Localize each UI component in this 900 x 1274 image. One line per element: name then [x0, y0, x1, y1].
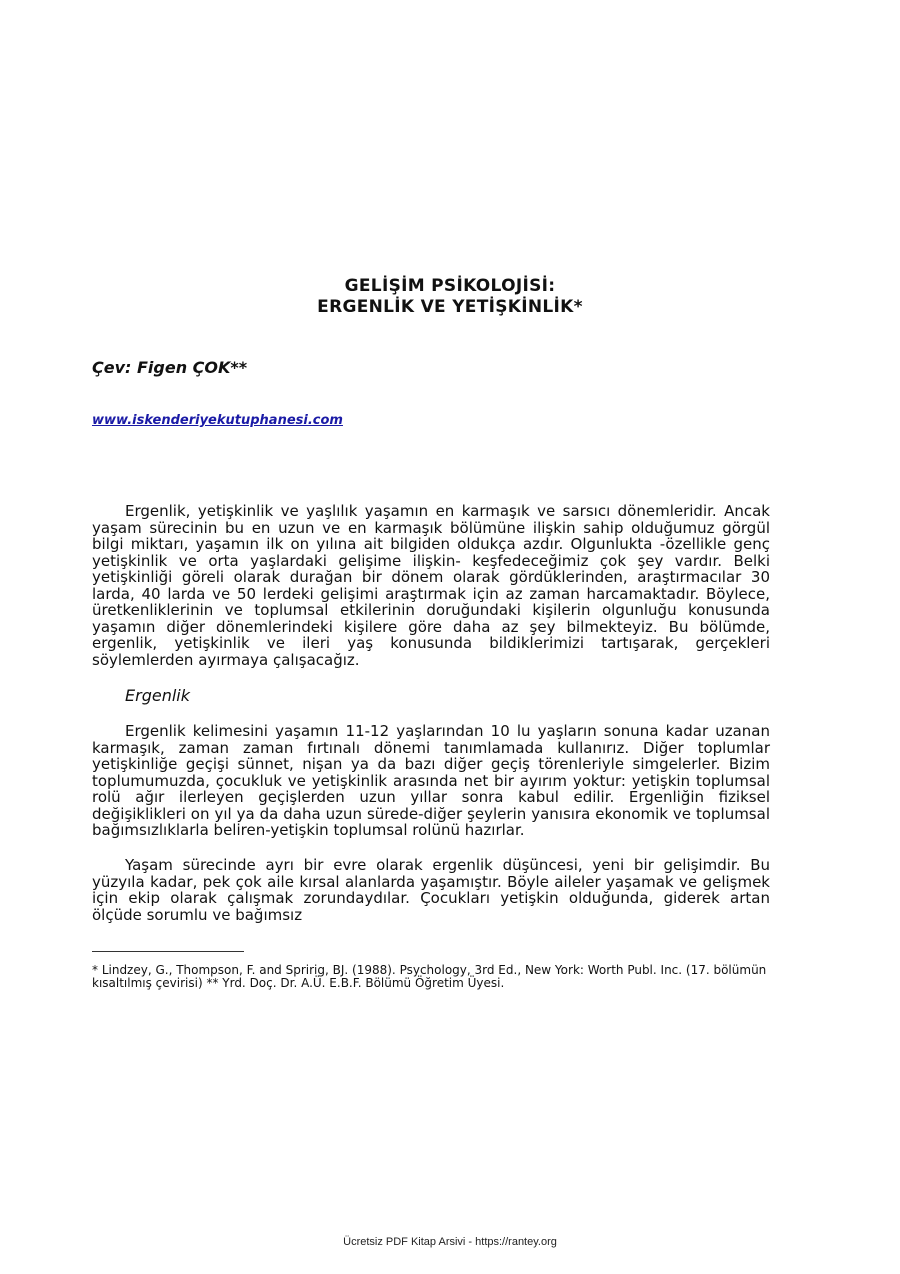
footnote-divider — [92, 951, 244, 952]
title-line-2: ERGENLİK VE YETİŞKİNLİK* — [317, 297, 583, 317]
website-link[interactable]: www.iskenderiyekutuphanesi.com — [92, 413, 343, 428]
title-line-1: GELİŞİM PSİKOLOJİSİ: — [344, 276, 556, 296]
page-footer: Ücretsiz PDF Kitap Arsivi - https://rantey.org — [343, 1236, 557, 1248]
paragraph-ergenlik-definition: Ergenlik kelimesini yaşamın 11-12 yaşlarından 10 lu yaşların sonuna kadar uzanan karmaşık, zaman zaman fırtınalı dönemi tanımlamada kullanırız. Diğer toplumlar yetişkinliğe geçişi sünnet, nişan ya da bazı diğer geçiş törenleriyle simgelerler. Bizim toplumumuzda, çocukluk ve yetişkinlik arasında net bir ayırım yoktur: yetişkin toplumsal rolü ağır ilerleyen geçişlerden uzun yıllar sonra kabul edilir. Ergenliğin fiziksel değişiklikleri on yıl ya da daha uzun sürede-diğer şeylerin yanısıra ekonomik ve toplumsal bağımsızlıklarla beliren-yetişkin toplumsal rolünü hazırlar. — [92, 722, 770, 839]
paragraph-intro: Ergenlik, yetişkinlik ve yaşlılık yaşamın en karmaşık ve sarsıcı dönemleridir. Ancak yaşam sürecinin bu en uzun ve en karmaşık bölümüne ilişkin sahip olduğumuz görgül bilgi miktarı, yaşamın ilk on yılına ait bilgiden oldukça azdır. Olgunlukta -özellikle genç yetişkinlik ve orta yaşlardaki gelişime ilişkin- keşfedeceğimiz çok şey vardır. Belki yetişkinliği göreli olarak durağan bir dönem olarak gördüklerinden, araştırmacılar 30 larda, 40 larda ve 50 lerdeki gelişimi araştırmak için az zaman harcamaktadır. Böylece, üretkenliklerinin ve toplumsal etkilerinin doruğundaki kişilerin olgunluğu konusunda yaşamın diğer dönemlerindeki kişilere göre daha az şey bilmekteyiz. Bu bölümde, ergenlik, yetişkinlik ve ileri yaş konusunda bildiklerimizi tartışarak, gerçekleri söylemlerden ayırmaya çalışacağız. — [92, 502, 770, 669]
section-heading-ergenlik: Ergenlik — [125, 686, 190, 705]
translator-credit: Çev: Figen ÇOK** — [92, 358, 248, 377]
document-title — [0, 276, 900, 318]
paragraph-ergenlik-history: Yaşam sürecinde ayrı bir evre olarak ergenlik düşüncesi, yeni bir gelişimdir. Bu yüzyıla kadar, pek çok aile kırsal alanlarda yaşamıştır. Böyle aileler yaşamak ve gelişmek için ekip olarak çalışmak zorundaydılar. Çocukları yetişkin olduğunda, giderek artan ölçüde sorumlu ve bağımsız — [92, 856, 770, 924]
footnote: * Lindzey, G., Thompson, F. and Spririg, BJ. (1988). Psychology, 3rd Ed., New York: Worth Publ. Inc. (17. bölümün kısaltılmış çevirisi) ** Yrd. Doç. Dr. A.Ü. E.B.F. Bölümü Öğretim Üyesi. — [92, 963, 767, 990]
